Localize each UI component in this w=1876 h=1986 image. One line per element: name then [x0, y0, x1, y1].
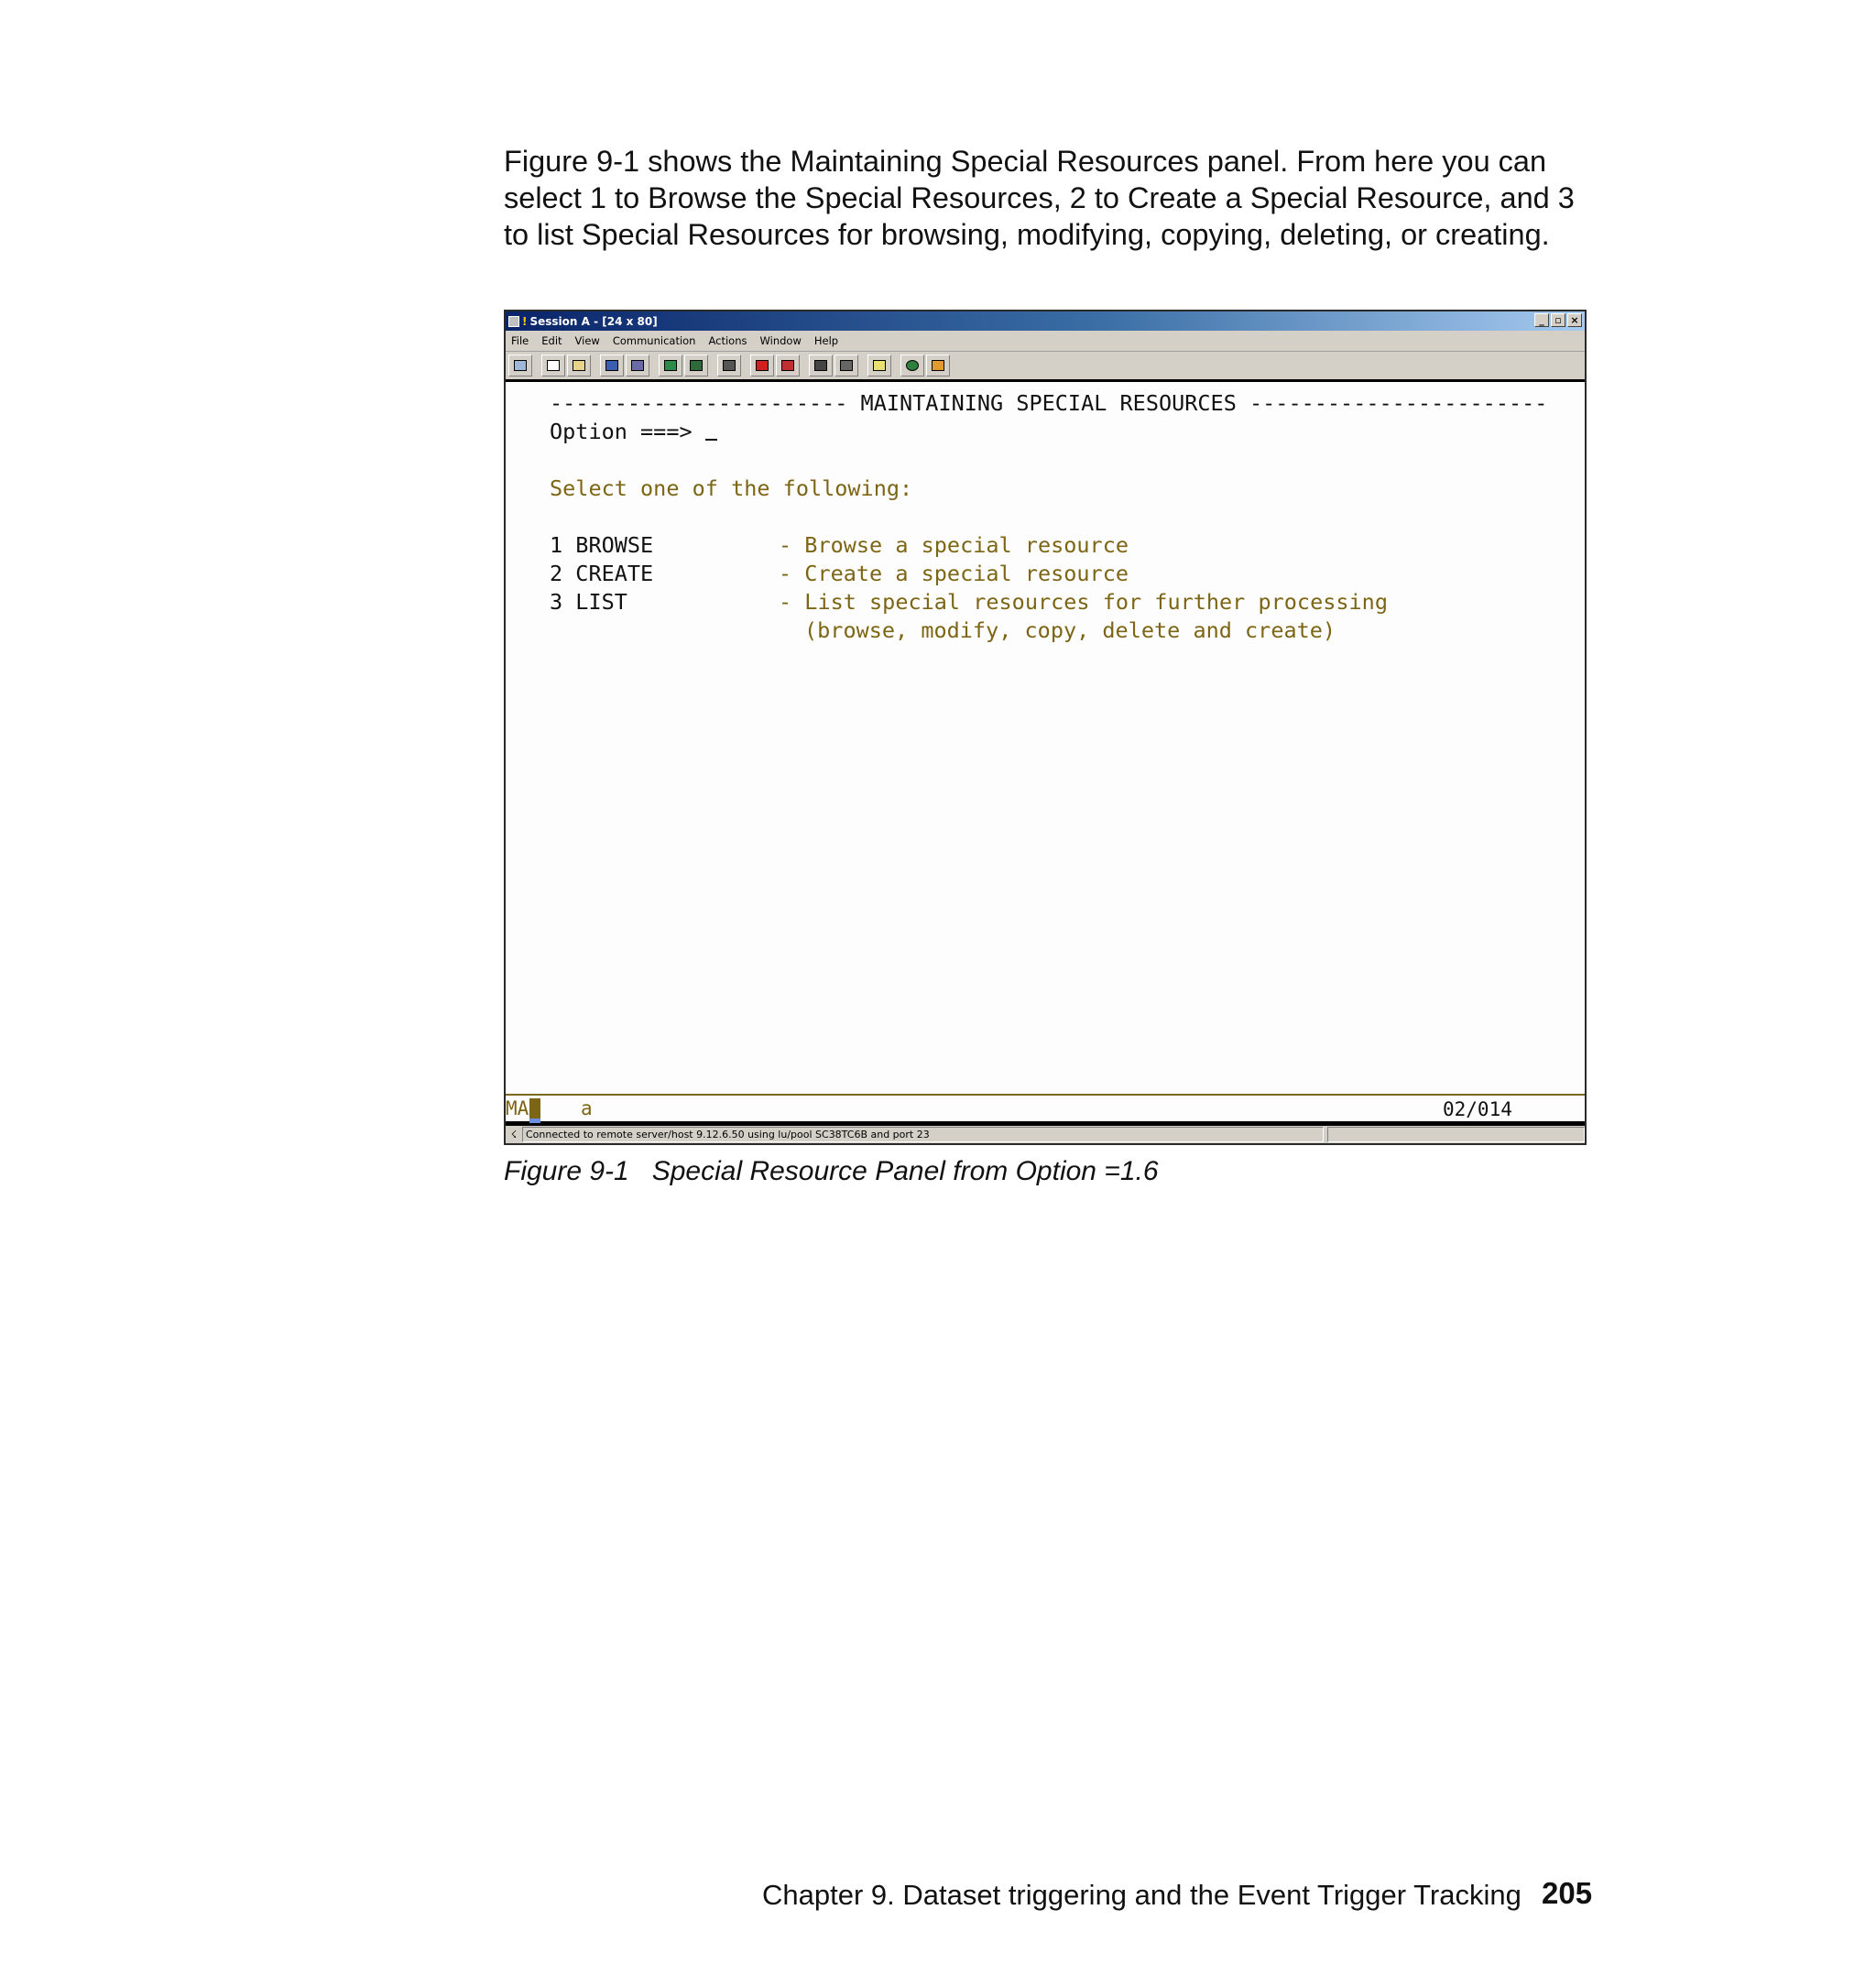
emulator-window [504, 310, 1587, 1145]
clipboard-icon[interactable] [867, 355, 891, 376]
print-screen-icon[interactable] [508, 355, 532, 376]
warning-icon: ! [522, 314, 528, 328]
option-list-key[interactable]: 3 LIST [550, 589, 627, 615]
menu-edit[interactable]: Edit [541, 334, 562, 347]
help-icon[interactable] [926, 355, 950, 376]
option-browse-key[interactable]: 1 BROWSE [550, 532, 654, 558]
menu-help[interactable]: Help [813, 334, 839, 347]
option-create-key[interactable]: 2 CREATE [550, 561, 654, 586]
toolbar [506, 352, 1585, 382]
intro-paragraph: Figure 9-1 shows the Maintaining Special Resources panel. From here you can select 1 to Browse the Special Resources, 2 to Create a Special Resource, and 3 to list Special Resources for browsing, modifying, copying, deleting, or creating. [504, 145, 1575, 251]
menu-view[interactable]: View [574, 334, 600, 347]
panel-title: ----------------------- MAINTAINING SPECIAL RESOURCES ----------------------- [550, 390, 1548, 416]
menu-communication[interactable]: Communication [612, 334, 696, 347]
connection-icon: ☇ [510, 1129, 518, 1140]
terminal-screen[interactable] [506, 382, 1585, 1096]
display-icon[interactable] [659, 355, 682, 376]
window-title: Session A - [24 x 80] [529, 314, 658, 328]
menu-bar [506, 331, 1585, 352]
minimize-button[interactable]: _ [1534, 313, 1549, 327]
keyboard-icon[interactable] [684, 355, 708, 376]
option-create-desc: - Create a special resource [779, 561, 1129, 586]
record-macro-icon[interactable] [750, 355, 774, 376]
option-list-desc: - List special resources for further processing [779, 589, 1388, 615]
chapter-footer: Chapter 9. Dataset triggering and the Event Trigger Tracking [762, 1879, 1522, 1911]
copy-icon[interactable] [541, 355, 565, 376]
oia-mode: MA [506, 1097, 529, 1119]
option-list-desc-cont: (browse, modify, copy, delete and create) [804, 617, 1336, 643]
run-icon[interactable] [834, 355, 858, 376]
status-message: Connected to remote server/host 9.12.6.50 using lu/pool SC38TC6B and port 23 [522, 1127, 1324, 1142]
globe-icon[interactable] [900, 355, 924, 376]
operator-info-area [506, 1096, 1585, 1126]
receive-file-icon[interactable] [626, 355, 649, 376]
menu-window[interactable]: Window [759, 334, 802, 347]
option-browse-desc: - Browse a special resource [779, 532, 1129, 558]
oia-char: a [581, 1097, 593, 1119]
menu-file[interactable]: File [511, 334, 529, 347]
figure-caption: Figure 9-1 Special Resource Panel from Option =1.6 [504, 1156, 1159, 1186]
cursor-position: 02/014 [1443, 1098, 1512, 1120]
macro-icon[interactable] [717, 355, 741, 376]
status-cell [1327, 1127, 1585, 1142]
oia-cursor-block [529, 1098, 540, 1118]
paste-icon[interactable] [567, 355, 591, 376]
restore-button[interactable]: ▫ [1551, 313, 1565, 327]
title-bar[interactable] [506, 311, 1585, 331]
close-button[interactable]: × [1567, 313, 1582, 327]
play-macro-icon[interactable] [809, 355, 833, 376]
option-line [550, 418, 717, 446]
option-prompt: Option ===> [550, 419, 705, 444]
system-menu-icon[interactable] [508, 316, 519, 327]
stop-macro-icon[interactable] [776, 355, 800, 376]
option-input[interactable] [705, 419, 717, 441]
status-bar [506, 1126, 1585, 1143]
page-number: 205 [1542, 1876, 1593, 1910]
send-file-icon[interactable] [600, 355, 624, 376]
select-prompt: Select one of the following: [550, 475, 913, 501]
oia-cursor-underline [529, 1118, 540, 1123]
menu-actions[interactable]: Actions [708, 334, 747, 347]
